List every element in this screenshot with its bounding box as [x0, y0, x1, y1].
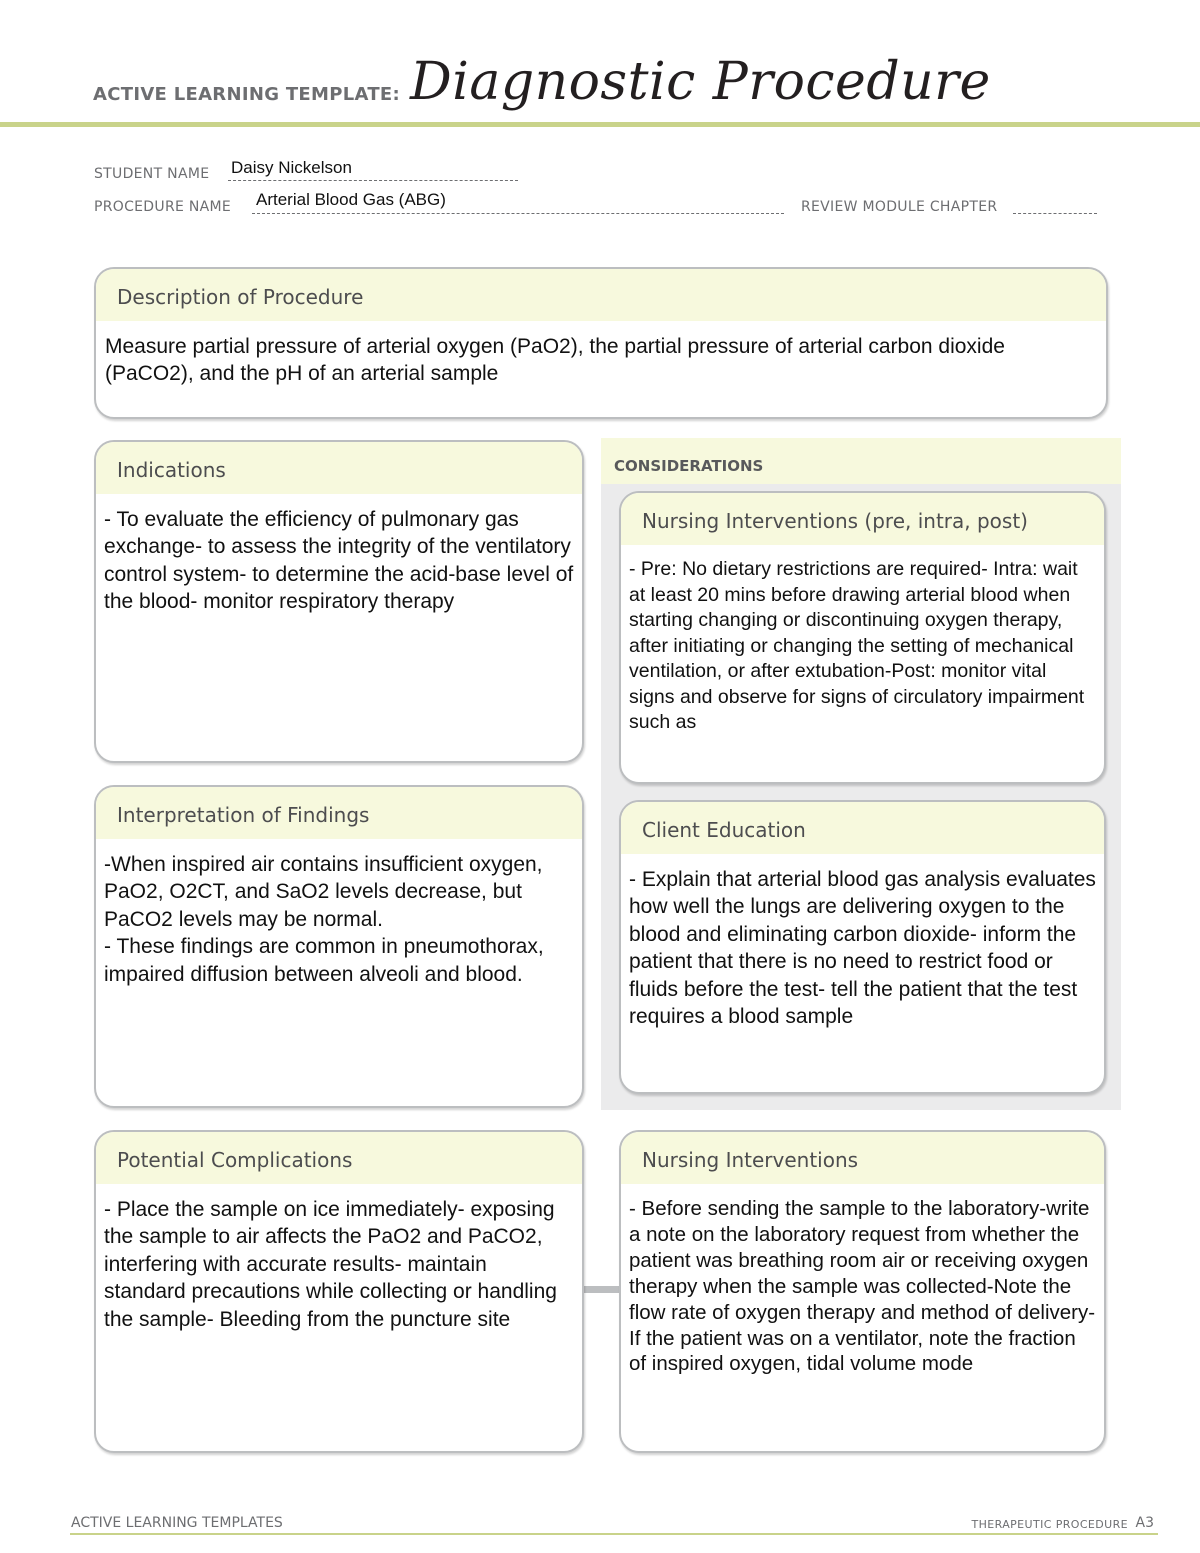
nursing-interventions-pip-text[interactable]: - Pre: No dietary restrictions are required- Intra: wait at least 20 mins before drawing arterial blood when starting changing or discontinuing oxygen therapy, after initiating or changing the setting of mechanical ventilation, or after extubation-Post: monitor vital signs and observe for signs of circulatory impairment such as [629, 558, 1085, 733]
nursing-interventions-heading: Nursing Interventions [621, 1132, 1104, 1184]
considerations-label: CONSIDERATIONS [614, 457, 764, 475]
interpretation-box [94, 785, 584, 1108]
footer-rule [70, 1533, 1158, 1535]
header-rule [0, 122, 1200, 127]
indications-text[interactable]: - To evaluate the efficiency of pulmonary gas exchange- to assess the integrity of the ventilatory control system- to determine the acid-base level of the blood- monitor respiratory therapy [104, 508, 574, 614]
connector-bar [582, 1286, 620, 1293]
interpretation-heading: Interpretation of Findings [96, 787, 582, 839]
interpretation-text[interactable]: -When inspired air contains insufficient oxygen, PaO2, O2CT, and SaO2 levels decrease, but PaCO2 levels may be normal. - These findings are common in pneumothorax, impaired diffusion between alveoli and blood. [104, 853, 544, 986]
student-name-line [228, 180, 518, 181]
student-name-label: STUDENT NAME [94, 166, 210, 182]
procedure-name-line [252, 213, 784, 214]
indications-heading: Indications [96, 442, 582, 494]
nursing-interventions-pip-box [619, 491, 1106, 784]
footer-left: ACTIVE LEARNING TEMPLATES [71, 1515, 283, 1531]
description-text[interactable]: Measure partial pressure of arterial oxygen (PaO2), the partial pressure of arterial carbon dioxide (PaCO2), and the pH of an arterial sample [105, 335, 1005, 386]
procedure-name-field[interactable]: Arterial Blood Gas (ABG) [256, 190, 446, 209]
footer-right: THERAPEUTIC PROCEDURE [971, 1518, 1128, 1531]
complications-heading: Potential Complications [96, 1132, 582, 1184]
nursing-interventions-text[interactable]: - Before sending the sample to the laboratory-write a note on the laboratory request from whether the patient was breathing room air or receiving oxygen therapy when the sample was collected-Note the flow rate of oxygen therapy and method of delivery-If the patient was on a ventilator, note the fraction of inspired oxygen, tidal volume mode [629, 1197, 1096, 1376]
client-education-heading: Client Education [621, 802, 1104, 854]
complications-box [94, 1130, 584, 1453]
review-module-label: REVIEW MODULE CHAPTER [801, 199, 998, 215]
template-label: ACTIVE LEARNING TEMPLATE: [93, 84, 400, 105]
page-title: Diagnostic Procedure [410, 52, 991, 112]
nursing-interventions-pip-heading: Nursing Interventions (pre, intra, post) [621, 493, 1104, 545]
complications-text[interactable]: - Place the sample on ice immediately- exposing the sample to air affects the PaO2 and PaCO2, interfering with accurate results- maintain standard precautions while collecting or handling the sample- Bleeding from the puncture site [104, 1198, 557, 1331]
review-module-line [1013, 213, 1097, 214]
procedure-name-label: PROCEDURE NAME [94, 199, 232, 215]
description-heading: Description of Procedure [96, 269, 1106, 321]
client-education-text[interactable]: - Explain that arterial blood gas analysis evaluates how well the lungs are delivering oxygen to the blood and eliminating carbon dioxide- inform the patient that there is no need to restrict food or fluids before the test- tell the patient that the test requires a blood sample [629, 868, 1096, 1029]
nursing-interventions-box [619, 1130, 1106, 1453]
indications-box [94, 440, 584, 763]
client-education-box [619, 800, 1106, 1094]
page-number: A3 [1135, 1515, 1154, 1531]
description-box [94, 267, 1108, 419]
student-name-field[interactable]: Daisy Nickelson [231, 158, 352, 177]
